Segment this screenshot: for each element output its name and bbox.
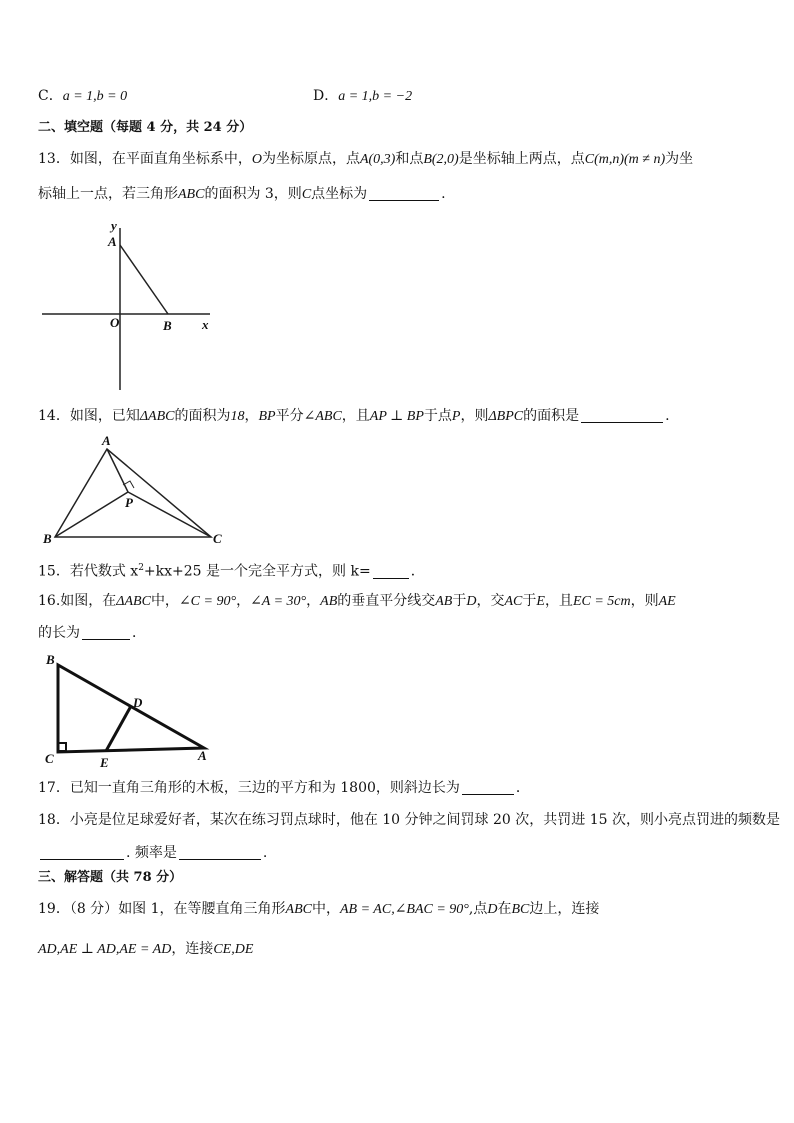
q13-text: 标轴上一点，若三角形 — [38, 186, 178, 202]
q16-text: ，且 — [544, 593, 573, 609]
q16-ae: AE — [658, 594, 676, 609]
q16-number: 16. — [38, 593, 61, 609]
q16-d: D — [466, 594, 477, 609]
q19-condition-2: AD,AE ⊥ AD,AE = AD — [38, 942, 172, 957]
option-d-text: a = 1,b = −2 — [338, 89, 413, 104]
q16-text: 于 — [452, 593, 467, 609]
q19-triangle: ABC — [285, 902, 312, 917]
q16-ab: AB — [320, 594, 338, 609]
q19-text: 在 — [497, 901, 512, 917]
q13-triangle: ABC — [178, 187, 205, 202]
section-2-heading: 二、填空题（每题 4 分，共 24 分） — [38, 120, 253, 135]
q19-text: ，连接 — [171, 941, 214, 957]
q16-angle-a: ∠A = 30° — [250, 594, 307, 609]
q13-text: 和点 — [395, 151, 424, 167]
q17-end: ． — [515, 780, 530, 796]
q15-end: ． — [410, 563, 425, 580]
q19-d: D — [487, 902, 498, 917]
q15-text: +kx+25 是一个完全平方式，则 k= — [143, 563, 371, 580]
q13-text: 是坐标轴上两点，点 — [458, 151, 585, 167]
q15-text: 若代数式 x — [69, 563, 139, 580]
q13-point-b: B(2,0) — [423, 152, 459, 167]
q19-text: 中， — [312, 901, 340, 917]
q16-text: 的长为 — [38, 625, 80, 641]
q18-rate-blank[interactable] — [179, 845, 261, 860]
q14-text: 平分 — [275, 408, 304, 424]
q18-line1 — [38, 812, 780, 829]
q15-number: 15． — [38, 563, 70, 580]
option-d-label: D． — [313, 88, 339, 104]
q13-label-a: A — [108, 234, 117, 249]
q18-end: . — [262, 845, 268, 861]
q13-point-a: A(0,3) — [359, 152, 396, 167]
q13-label-x: x — [202, 317, 209, 332]
q14-text: ， — [244, 408, 259, 424]
q14-label-c: C — [213, 531, 222, 546]
q14-text: 的面积为 — [174, 408, 231, 424]
q13-label-y: y — [111, 218, 117, 233]
q19-text: 如图 1，在等腰直角三角形 — [118, 901, 286, 917]
q16-text: 的垂直平分线交 — [337, 593, 436, 609]
q19-line2 — [38, 941, 253, 959]
q18-text: . 频率是 — [126, 845, 177, 861]
q19-bc: BC — [511, 902, 530, 917]
q16-text: 中， — [150, 593, 179, 609]
q16-text: 于 — [522, 593, 537, 609]
q17-answer-blank[interactable] — [462, 780, 514, 795]
q18-number: 18． — [38, 812, 70, 828]
q14-text: 如图，已知 — [69, 408, 140, 424]
q14-triangle-bpc: ΔBPC — [488, 409, 524, 424]
q14-end: . — [665, 408, 670, 424]
q16-label-d: D — [133, 695, 143, 710]
q16-e: E — [536, 594, 545, 609]
q13-text: 的面积为 3，则 — [204, 186, 302, 202]
q14-triangle: ΔABC — [139, 409, 175, 424]
q15-sup: 2 — [138, 563, 144, 573]
q13-text: 为坐标原点，点 — [261, 151, 360, 167]
option-c-label: C． — [38, 88, 63, 104]
q13-origin: O — [251, 152, 262, 167]
q13-point-c: C(m,n)(m ≠ n) — [584, 152, 666, 167]
q14-angle: ∠ABC — [303, 409, 342, 424]
q16-ac: AC — [504, 594, 523, 609]
q16-text: ， — [306, 593, 321, 609]
q18-frequency-blank[interactable] — [40, 845, 124, 860]
q13-text: 为坐 — [665, 151, 694, 167]
q16-label-a: A — [198, 748, 207, 763]
q18-text: 小亮是位足球爱好者，某次在练习罚点球时，他在 10 分钟之间罚球 20 次，共罚进 15 次，则小亮点罚进的频数是 — [69, 812, 780, 828]
q14-perp: AP ⊥ BP — [369, 409, 424, 424]
q19-condition: AB = AC,∠BAC = 90° — [340, 902, 469, 917]
q14-text: ，则 — [460, 408, 489, 424]
q14-text: 于点 — [423, 408, 452, 424]
q14-text: ，且 — [341, 408, 370, 424]
section-3-heading: 三、解答题（共 78 分） — [38, 870, 183, 885]
q13-text: 点坐标为 — [311, 186, 368, 202]
q16-ab: AB — [435, 594, 453, 609]
q13-end: . — [441, 186, 446, 202]
q13-text: 如图，在平面直角坐标系中， — [69, 151, 252, 167]
q16-end: ． — [132, 625, 146, 641]
q18-line2 — [38, 845, 267, 862]
q14-p: P — [451, 409, 461, 424]
q13-label-o: O — [110, 315, 120, 330]
q16-ec: EC = 5cm — [572, 594, 631, 609]
q16-text: ，交 — [476, 593, 505, 609]
q14-text: 的面积是 — [523, 408, 580, 424]
q13-c-var: C — [301, 187, 312, 202]
q16-text: 如图，在 — [60, 593, 117, 609]
q14-label-a: A — [102, 433, 111, 448]
q16-label-b: B — [46, 652, 55, 667]
q14-label-b: B — [43, 531, 52, 546]
q16-triangle: ΔABC — [116, 594, 151, 609]
q19-line1 — [38, 901, 599, 919]
option-c-text: a = 1,b = 0 — [62, 89, 128, 104]
q19-number: 19． — [38, 901, 70, 917]
q14-label-p: P — [125, 495, 133, 510]
q19-text: ,点 — [468, 901, 488, 917]
q17-line — [38, 780, 530, 797]
q16-label-c: C — [45, 751, 54, 766]
q19-segments: CE,DE — [213, 942, 254, 957]
q16-label-e: E — [100, 755, 109, 770]
q13-number: 13． — [38, 151, 70, 167]
q16-angle-c: ∠C = 90° — [178, 594, 237, 609]
q16-text: ， — [236, 593, 251, 609]
q19-text: 边上，连接 — [529, 901, 600, 917]
q17-number: 17． — [38, 780, 70, 796]
q14-number: 14． — [38, 408, 70, 424]
q14-bp: BP — [258, 409, 276, 424]
q16-text: ，则 — [630, 593, 659, 609]
q19-points: （8 分） — [69, 901, 119, 917]
q13-label-b: B — [163, 318, 172, 333]
q17-text: 已知一直角三角形的木板，三边的平方和为 1800，则斜边长为 — [69, 780, 460, 796]
q14-area: 18 — [230, 409, 245, 424]
